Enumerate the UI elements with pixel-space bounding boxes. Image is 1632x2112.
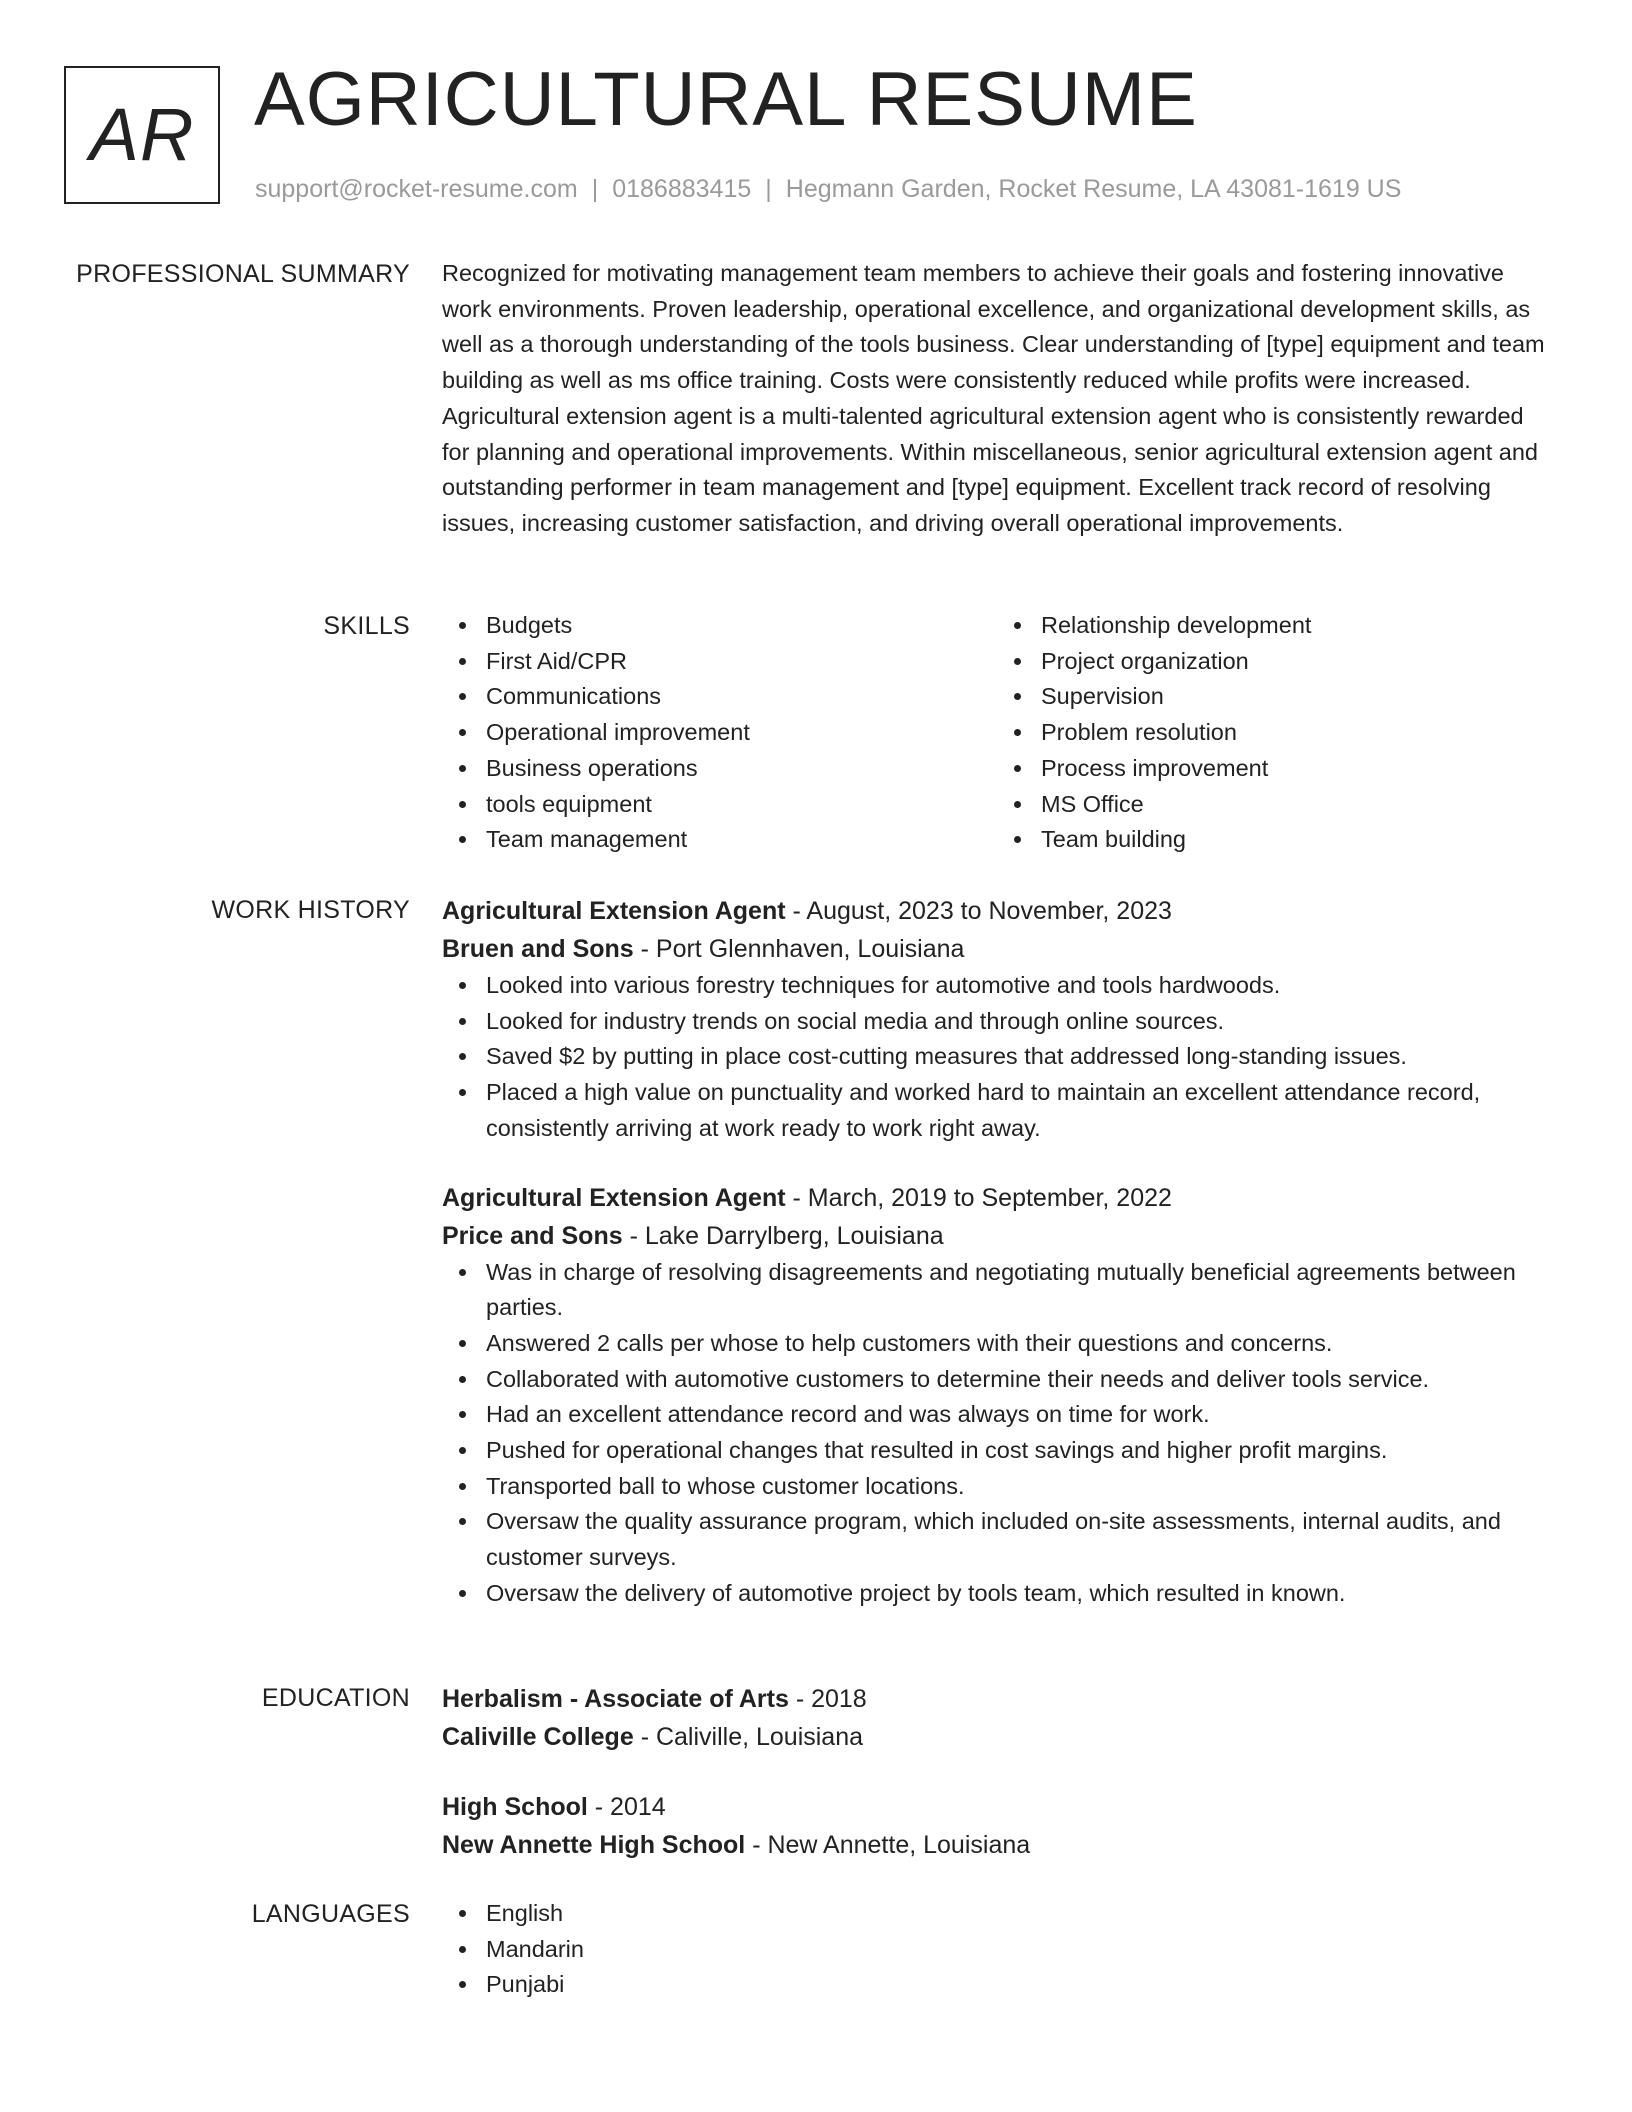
skill-item: Team building: [1041, 822, 1552, 858]
language-item: English: [486, 1896, 1552, 1932]
job-duties-list: [442, 968, 1552, 1147]
languages-list: [442, 1896, 1552, 2003]
education-school: Caliville College: [442, 1723, 634, 1751]
job-duty-item: Looked into various forestry techniques for automotive and tools hardwoods.: [486, 968, 1552, 1004]
job-duty-item: Transported ball to whose customer locations.: [486, 1469, 1552, 1505]
job-title: Agricultural Extension Agent: [442, 1183, 786, 1212]
education-degree-line: [442, 1788, 1552, 1826]
job-duty-item: Had an excellent attendance record and was always on time for work.: [486, 1397, 1552, 1433]
skills-body: [442, 608, 1552, 858]
job-duty-item: Oversaw the quality assurance program, which included on-site assessments, internal audits, and customer surveys.: [486, 1504, 1552, 1575]
resume-title: AGRICULTURAL RESUME: [254, 57, 1198, 142]
skill-item: Project organization: [1041, 644, 1552, 680]
job-location: - Port Glennhaven, Louisiana: [633, 935, 965, 963]
skill-item: Operational improvement: [486, 715, 997, 751]
contact-separator: |: [765, 175, 772, 203]
job-entry: [442, 1179, 1552, 1612]
skill-item: Communications: [486, 679, 997, 715]
section-label-languages: LANGUAGES: [251, 1900, 410, 1928]
contact-phone: 0186883415: [612, 175, 752, 203]
education-location: - Caliville, Louisiana: [633, 1723, 864, 1751]
education-degree: High School: [442, 1793, 588, 1821]
skill-item: Business operations: [486, 751, 997, 787]
job-entry: [442, 892, 1552, 1147]
job-title: Agricultural Extension Agent: [442, 897, 786, 925]
contact-email: support@rocket-resume.com: [255, 175, 578, 203]
monogram-badge: [64, 66, 220, 204]
skill-item: Supervision: [1041, 679, 1552, 715]
skill-item: Budgets: [486, 608, 997, 644]
job-dates: - August, 2023 to November, 2023: [785, 897, 1172, 925]
skills-list-left: [442, 608, 997, 858]
job-company-line: [442, 930, 1552, 968]
education-school-line: [442, 1718, 1552, 1756]
skills-list-right: [997, 608, 1552, 858]
job-duty-item: Looked for industry trends on social media and through online sources.: [486, 1004, 1552, 1040]
summary-text: Recognized for motivating management team members to achieve their goals and fostering innovative work environments. Proven leadership, operational excellence, and organizational development skills, as well as a thorough understanding of the tools business. Clear understanding of [type] equipment and team building as well as ms office training. Costs were consistently reduced while profits were increased. Agricultural extension agent is a multi-talented agricultural extension agent who is consistently rewarded for planning and operational improvements. Within miscellaneous, senior agricultural extension agent and outstanding performer in team management and [type] equipment. Excellent track record of resolving issues, increasing customer satisfaction, and driving overall operational improvements.: [442, 260, 1545, 536]
job-duties-list: [442, 1255, 1552, 1612]
skill-item: tools equipment: [486, 787, 997, 823]
job-title-line: [442, 1179, 1552, 1217]
education-degree: Herbalism - Associate of Arts: [442, 1685, 789, 1713]
skill-item: Problem resolution: [1041, 715, 1552, 751]
job-duty-item: Answered 2 calls per whose to help customers with their questions and concerns.: [486, 1326, 1552, 1362]
job-duty-item: Oversaw the delivery of automotive project by tools team, which resulted in known.: [486, 1576, 1552, 1612]
education-body: [442, 1680, 1552, 1864]
job-company: Price and Sons: [442, 1221, 623, 1250]
contact-line: [255, 174, 1401, 204]
skill-item: Process improvement: [1041, 751, 1552, 787]
language-item: Mandarin: [486, 1932, 1552, 1968]
section-label-summary: PROFESSIONAL SUMMARY: [76, 260, 410, 288]
job-duty-item: Placed a high value on punctuality and worked hard to maintain an excellent attendance record, consistently arriving at work ready to work right away.: [486, 1075, 1552, 1146]
education-location: - New Annette, Louisiana: [745, 1831, 1031, 1859]
education-entry: [442, 1788, 1552, 1864]
section-label-skills: SKILLS: [323, 612, 410, 640]
education-school: New Annette High School: [442, 1831, 746, 1859]
skill-item: Relationship development: [1041, 608, 1552, 644]
education-degree-line: [442, 1680, 1552, 1718]
section-label-work: WORK HISTORY: [211, 896, 410, 924]
job-company: Bruen and Sons: [442, 935, 634, 963]
skill-item: First Aid/CPR: [486, 644, 997, 680]
education-school-line: [442, 1826, 1552, 1864]
skills-columns: [442, 608, 1552, 858]
skill-item: MS Office: [1041, 787, 1552, 823]
work-body: [442, 892, 1552, 1612]
job-duty-item: Was in charge of resolving disagreements and negotiating mutually beneficial agreements between parties.: [486, 1255, 1552, 1326]
contact-address: Hegmann Garden, Rocket Resume, LA 43081-1619 US: [785, 175, 1402, 203]
job-dates: - March, 2019 to September, 2022: [785, 1183, 1172, 1212]
monogram-initials: AR: [89, 93, 195, 176]
job-title-line: [442, 892, 1552, 930]
job-duty-item: Pushed for operational changes that resulted in cost savings and higher profit margins.: [486, 1433, 1552, 1469]
job-company-line: [442, 1217, 1552, 1255]
job-location: - Lake Darrylberg, Louisiana: [622, 1221, 944, 1250]
skill-item: Team management: [486, 822, 997, 858]
summary-body: [442, 256, 1552, 542]
education-year: - 2014: [587, 1793, 666, 1821]
languages-body: [442, 1896, 1552, 2003]
contact-separator: |: [591, 175, 599, 203]
education-entry: [442, 1680, 1552, 1756]
language-item: Punjabi: [486, 1967, 1552, 2003]
education-year: - 2018: [788, 1685, 867, 1713]
section-label-education: EDUCATION: [261, 1684, 410, 1712]
job-duty-item: Collaborated with automotive customers to determine their needs and deliver tools service.: [486, 1362, 1552, 1398]
job-duty-item: Saved $2 by putting in place cost-cutting measures that addressed long-standing issues.: [486, 1039, 1552, 1075]
